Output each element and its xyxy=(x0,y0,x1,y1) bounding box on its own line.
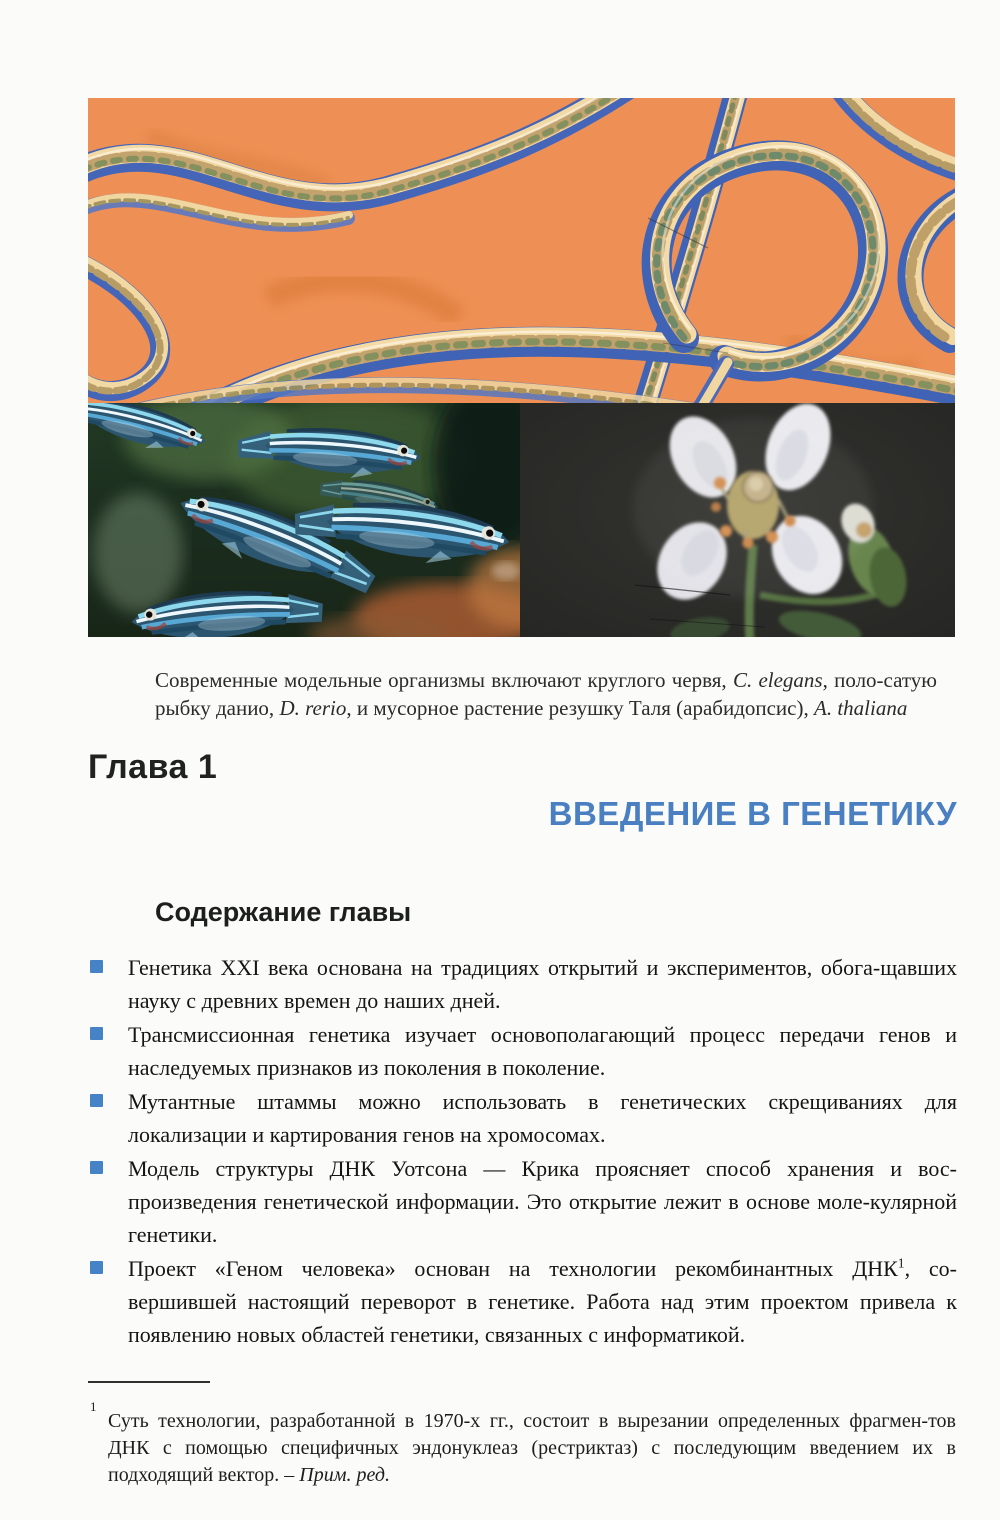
list-item xyxy=(88,1152,957,1251)
bullet-square-icon xyxy=(90,960,103,973)
arabidopsis-illustration xyxy=(520,403,955,637)
photo-arabidopsis-flower xyxy=(520,403,955,637)
chapter-number-label: Глава 1 xyxy=(88,748,218,786)
bullet-square-icon xyxy=(90,1027,103,1040)
bullet-text: Трансмиссионная генетика изучает основополагающий процесс передачи генов и наследуемых признаков из поколения в поколение. xyxy=(128,1022,957,1080)
footnote: 1 Суть технологии, разработанной в 1970-х гг., состоит в вырезании определенных фрагмен-тов ДНК с помощью специфичных эндонуклеаз (рестриктаз) с последующим введением их в подходящий вектор. – Прим. ред. xyxy=(90,1399,956,1486)
caption-text: , и мусорное растение резушку Таля (арабидопсис), xyxy=(346,696,814,720)
bullet-text: Проект «Геном человека» основан на технологии рекомбинантных ДНК xyxy=(128,1256,898,1281)
list-item xyxy=(88,951,957,1017)
bullet-square-icon xyxy=(90,1261,103,1274)
footnote-text: Суть технологии, разработанной в 1970-х гг., состоит в вырезании определенных фрагмен-тов ДНК с помощью специфичных эндонуклеаз (рестриктаз) с последующим введением их в подходящий вектор. – xyxy=(108,1410,956,1486)
c-elegans-micrograph-illustration xyxy=(88,98,955,403)
chapter-contents-list xyxy=(88,951,957,1352)
bullet-text: Мутантные штаммы можно использовать в генетических скрещиваниях для локализации и картирования генов на хромосомах. xyxy=(128,1089,957,1147)
bullet-text: Генетика XXI века основана на традициях открытий и экспериментов, обога-щавших науку с древних времен до наших дней. xyxy=(128,955,957,1013)
bullet-square-icon xyxy=(90,1094,103,1107)
list-item xyxy=(88,1018,957,1084)
zebrafish-illustration xyxy=(88,403,520,637)
photo-zebrafish xyxy=(88,403,520,637)
footnote-divider xyxy=(88,1381,210,1383)
species-a-thaliana: A. thaliana xyxy=(814,696,908,720)
bullet-text: , со-вершившей настоящий переворот в генетике. Работа над этим проектом привела к появлению новых областей генетики, связанных с информатикой. xyxy=(128,1256,957,1347)
footnote-source: Прим. ред. xyxy=(299,1464,390,1486)
contents-heading: Содержание главы xyxy=(155,897,412,927)
chapter-title: ВВЕДЕНИЕ В ГЕНЕТИКУ xyxy=(548,795,957,832)
caption-text: Современные модельные организмы включают круглого червя, xyxy=(155,668,733,692)
species-d-rerio: D. rerio xyxy=(279,696,347,720)
bullet-superscript: 1 xyxy=(897,1255,905,1271)
bullet-square-icon xyxy=(90,1161,103,1174)
caption-text: , поло-сатую рыбку данио, xyxy=(155,668,937,720)
photo-c-elegans-worms xyxy=(88,98,955,403)
bullet-text: Модель структуры ДНК Уотсона — Крика проясняет способ хранения и вос-произведения генетической информации. Это открытие лежит в основе моле-кулярной генетики. xyxy=(128,1156,957,1247)
list-item xyxy=(88,1252,957,1351)
species-c-elegans: C. elegans xyxy=(732,668,823,692)
figure-caption xyxy=(155,666,937,722)
list-item xyxy=(88,1085,957,1151)
